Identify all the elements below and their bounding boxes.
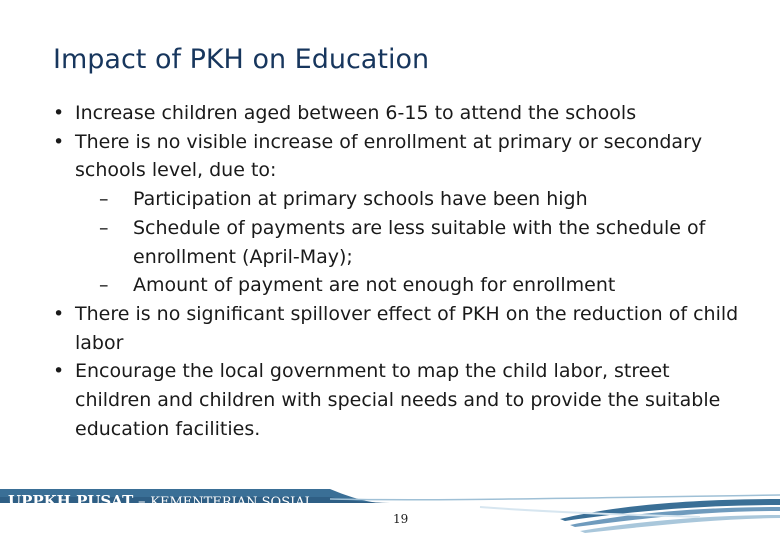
footer-org: UPPKH PUSAT [8,492,134,510]
sub-bullet-text: Schedule of payments are less suitable with the schedule of enrollment (April-May); [133,216,706,268]
sub-bullet-text: Participation at primary schools have been high [133,188,588,211]
dash-marker: – [99,274,109,297]
bullet-item [50,99,750,128]
bullet-marker: • [53,360,65,383]
bullet-item [50,128,750,300]
bullet-marker: • [53,130,65,153]
sub-bullet-item [99,185,750,214]
bullet-list [50,99,750,443]
bullet-item [50,300,750,357]
bullet-text: There is no significant spillover effect of PKH on the reduction of child labor [75,302,739,354]
sub-bullet-item [99,271,750,300]
footer-caption [8,491,313,513]
sub-bullet-text: Amount of payment are not enough for enrollment [133,274,616,297]
bullet-item [50,357,750,443]
footer-wave-right-3 [580,515,780,533]
dash-marker: – [99,216,109,239]
bullet-text: Increase children aged between 6-15 to attend the schools [75,102,637,124]
bullet-marker: • [53,302,65,325]
footer-separator: – [133,492,151,510]
slide-title: Impact of PKH on Education [53,44,430,75]
bullet-text: Encourage the local government to map the child labor, street children and children with special needs and to provide the suitable education facilities. [75,360,721,440]
dash-marker: – [99,188,109,211]
footer-ministry: KEMENTERIAN SOSIAL [150,495,314,510]
bullet-text: There is no visible increase of enrollment at primary or secondary schools level, due to: [75,130,703,182]
page-number: 19 [393,512,409,526]
bullet-marker: • [53,102,65,124]
sub-bullet-item [99,214,750,271]
footer-rule [330,495,780,500]
sub-bullet-list [75,185,750,300]
